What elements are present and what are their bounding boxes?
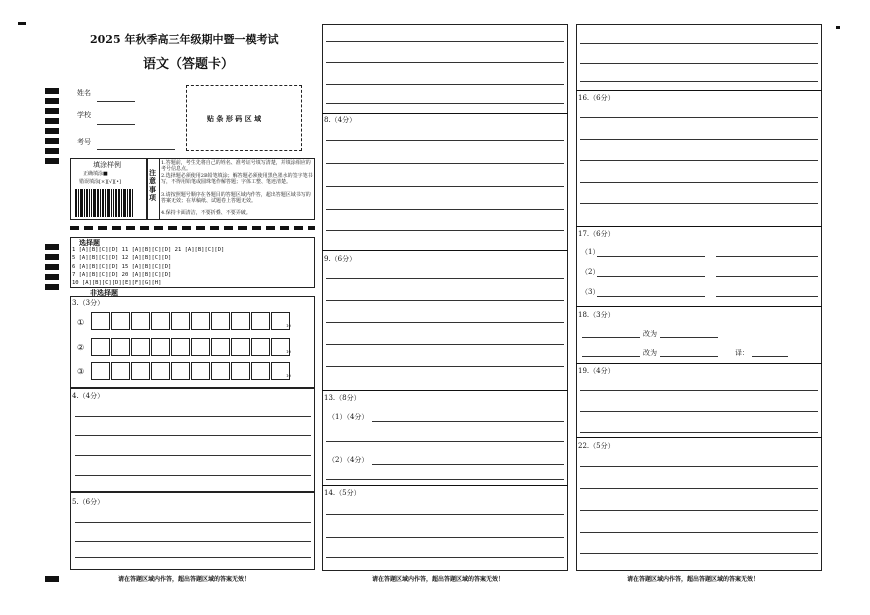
- q22-label: 22.（5分）: [578, 442, 615, 450]
- q22-answer-line[interactable]: [580, 510, 818, 511]
- q17-part-2: （2）: [581, 268, 600, 276]
- registration-mark: [18, 22, 26, 25]
- timing-mark: [45, 264, 59, 270]
- school-label: 学校: [77, 111, 91, 119]
- q16-answer-line[interactable]: [580, 139, 818, 140]
- name-field[interactable]: [97, 101, 135, 102]
- choice-row-5[interactable]: 10 [A][B][C][D][E][F][G][H]: [72, 280, 162, 286]
- notice-item-4: 4.保持卡面清洁，不要折叠、不要弄破。: [161, 210, 251, 216]
- q8-answer-line[interactable]: [326, 209, 564, 210]
- q13-answer-line[interactable]: [372, 464, 564, 465]
- q9-answer-line[interactable]: [326, 322, 564, 323]
- section-divider: [322, 250, 568, 251]
- q22-answer-line[interactable]: [580, 532, 818, 533]
- fill-example-correct: 正确填涂■: [83, 171, 108, 177]
- q4-answer-line[interactable]: [75, 435, 311, 436]
- q8-answer-line[interactable]: [326, 163, 564, 164]
- q3-box: [70, 296, 315, 388]
- q9-answer-line[interactable]: [326, 366, 564, 367]
- q17-answer-line[interactable]: [716, 276, 818, 277]
- q18-change-2: 改为: [643, 349, 657, 357]
- q3-grid-2[interactable]: [91, 338, 291, 356]
- choice-row-3[interactable]: 6 [A][B][C][D] 15 [A][B][C][D]: [72, 264, 172, 270]
- q5-answer-line[interactable]: [75, 557, 311, 558]
- q17-answer-line[interactable]: [597, 256, 705, 257]
- section-divider: [576, 437, 822, 438]
- q9-label: 9.（6分）: [324, 255, 357, 263]
- section-divider: [576, 363, 822, 364]
- registration-mark: [836, 26, 840, 29]
- q18-label: 18.（3分）: [578, 311, 615, 319]
- q3-grid-3[interactable]: [91, 362, 291, 380]
- q3-grid-1[interactable]: [91, 312, 291, 330]
- q18-tail: 译：: [735, 349, 749, 357]
- exam-no-label: 考号: [77, 138, 91, 146]
- q14-answer-line[interactable]: [326, 557, 564, 558]
- timing-mark: [45, 108, 59, 114]
- timing-mark: [45, 88, 59, 94]
- choice-row-2[interactable]: 5 [A][B][C][D] 12 [A][B][C][D]: [72, 255, 172, 261]
- q17-answer-line[interactable]: [716, 256, 818, 257]
- q3-row-2-label: ②: [77, 343, 85, 352]
- q3-row-3-end: 10: [286, 373, 292, 378]
- q17-part-3: （3）: [581, 288, 600, 296]
- q17-answer-line[interactable]: [597, 296, 705, 297]
- q13-label: 13.（8分）: [324, 394, 361, 402]
- notice-item-2: 2.选择题必须使用2B铅笔填涂；解答题必须使用黑色墨水的签字笔书写，不得用铅笔或圆珠笔作解答题；字体工整、笔迹清楚。: [161, 173, 313, 185]
- notice-item-3: 3.请按照题号顺序在各题目的答题区域内作答，超出答题区域书写的答案无效；在草稿纸、试题卷上答题无效。: [161, 192, 311, 204]
- school-field[interactable]: [97, 124, 135, 125]
- q9-answer-line[interactable]: [326, 344, 564, 345]
- timing-mark: [45, 128, 59, 134]
- q16-answer-line[interactable]: [580, 160, 818, 161]
- timing-mark: [45, 244, 59, 250]
- q4-answer-line[interactable]: [75, 475, 311, 476]
- fill-example-wrong: 错误填涂[×][√][•]: [79, 179, 122, 185]
- answer-line[interactable]: [580, 63, 818, 64]
- q4-label: 4.（4分）: [72, 392, 105, 400]
- timing-mark: [45, 254, 59, 260]
- q16-answer-line[interactable]: [580, 203, 818, 204]
- q5-answer-line[interactable]: [75, 522, 311, 523]
- choice-title: 选择题: [79, 238, 100, 247]
- q14-answer-line[interactable]: [326, 514, 564, 515]
- q4-answer-line[interactable]: [75, 416, 311, 417]
- q13-answer-line[interactable]: [372, 421, 564, 422]
- fill-example-title: 填涂样例: [93, 161, 121, 169]
- choice-section: [70, 237, 315, 288]
- answer-line[interactable]: [580, 81, 818, 82]
- footer-note-1: 请在答题区域内作答，超出答题区域的答案无效！: [118, 576, 251, 583]
- answer-line[interactable]: [326, 84, 564, 85]
- q18-answer-line[interactable]: [660, 356, 718, 357]
- q9-answer-line[interactable]: [326, 300, 564, 301]
- q16-answer-line[interactable]: [580, 117, 818, 118]
- q13-part-2: （2）（4分）: [328, 456, 369, 464]
- answer-line[interactable]: [326, 62, 564, 63]
- q3-label: 3.（3分）: [72, 299, 105, 307]
- answer-line[interactable]: [326, 103, 564, 104]
- q13-part-1: （1）（4分）: [328, 413, 369, 421]
- timing-mark: [45, 158, 59, 164]
- barcode-area: [186, 85, 302, 151]
- section-divider: [322, 113, 568, 114]
- q14-label: 14.（5分）: [324, 489, 361, 497]
- answer-line[interactable]: [580, 43, 818, 44]
- q16-label: 16.（6分）: [578, 94, 615, 102]
- q22-answer-line[interactable]: [580, 553, 818, 554]
- q5-label: 5.（6分）: [72, 498, 105, 506]
- q17-part-1: （1）: [581, 248, 600, 256]
- q18-answer-line[interactable]: [582, 337, 640, 338]
- q22-answer-line[interactable]: [580, 466, 818, 467]
- choice-row-4[interactable]: 7 [A][B][C][D] 20 [A][B][C][D]: [72, 272, 172, 278]
- q4-answer-line[interactable]: [75, 455, 311, 456]
- q13-answer-line[interactable]: [326, 441, 564, 442]
- timing-mark: [45, 148, 59, 154]
- section-divider: [322, 485, 568, 486]
- timing-mark: [45, 284, 59, 290]
- q9-answer-line[interactable]: [326, 278, 564, 279]
- timing-mark: [45, 576, 59, 582]
- q3-row-1-label: ①: [77, 318, 85, 327]
- q17-answer-line[interactable]: [597, 276, 705, 277]
- timing-mark: [45, 98, 59, 104]
- q18-answer-line[interactable]: [752, 356, 788, 357]
- exam-no-field[interactable]: [97, 149, 175, 150]
- timing-mark: [45, 274, 59, 280]
- timing-mark: [45, 118, 59, 124]
- subject-title: 语文（答题卡）: [143, 57, 235, 72]
- timing-mark: [45, 138, 59, 144]
- q19-answer-line[interactable]: [580, 411, 818, 412]
- answer-line[interactable]: [326, 41, 564, 42]
- q5-answer-line[interactable]: [75, 541, 311, 542]
- choice-row-1[interactable]: 1 [A][B][C][D] 11 [A][B][C][D] 21 [A][B][C][D]: [72, 247, 225, 253]
- q16-answer-line[interactable]: [580, 182, 818, 183]
- q18-answer-line[interactable]: [660, 337, 718, 338]
- section-divider: [576, 226, 822, 227]
- q3-row-3-label: ③: [77, 367, 85, 376]
- nonchoice-title: 非选择题: [90, 288, 118, 297]
- notice-item-1: 1.答题前，考生先将自己的姓名、准考证号填写清楚，并填涂相应的考号信息点。: [161, 160, 311, 172]
- barcode-graphic: [75, 189, 134, 217]
- q22-answer-line[interactable]: [580, 488, 818, 489]
- section-divider: [576, 90, 822, 91]
- barcode-area-label: 贴 条 形 码 区 域: [207, 114, 262, 123]
- q3-row-2-end: 10: [286, 349, 292, 354]
- q5-box: [70, 492, 315, 570]
- q8-answer-line[interactable]: [326, 140, 564, 141]
- fill-example-box: [70, 158, 147, 220]
- q13-answer-line[interactable]: [326, 479, 564, 480]
- section-divider: [322, 390, 568, 391]
- footer-note-3: 请在答题区域内作答，超出答题区域的答案无效！: [627, 576, 760, 583]
- q18-answer-line[interactable]: [582, 356, 640, 357]
- q8-answer-line[interactable]: [326, 186, 564, 187]
- exam-title: 2025 年秋季高三年级期中暨一模考试: [90, 33, 279, 46]
- q8-answer-line[interactable]: [326, 230, 564, 231]
- q17-answer-line[interactable]: [716, 296, 818, 297]
- q19-answer-line[interactable]: [580, 432, 818, 433]
- q4-box: [70, 388, 315, 492]
- q19-label: 19.（4分）: [578, 367, 615, 375]
- q18-change-1: 改为: [643, 330, 657, 338]
- q19-answer-line[interactable]: [580, 390, 818, 391]
- footer-note-2: 请在答题区域内作答，超出答题区域的答案无效！: [372, 576, 505, 583]
- q17-label: 17.（6分）: [578, 230, 615, 238]
- q8-label: 8.（4分）: [324, 116, 357, 124]
- section-divider: [576, 306, 822, 307]
- dash-row: [70, 226, 315, 230]
- q14-answer-line[interactable]: [326, 537, 564, 538]
- q3-row-1-end: 10: [286, 323, 292, 328]
- notice-title: 注意事项: [149, 168, 156, 203]
- notice-box: [147, 158, 315, 220]
- name-label: 姓名: [77, 89, 91, 97]
